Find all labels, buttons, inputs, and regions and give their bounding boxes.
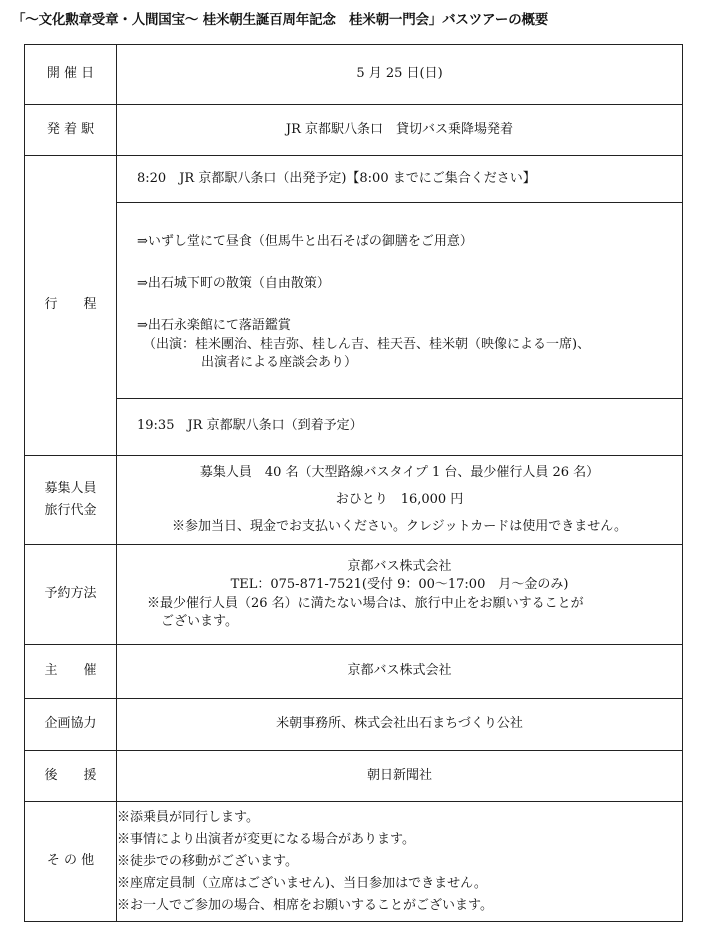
reserve-note-cont: ございます。 xyxy=(161,613,238,629)
value-other xyxy=(117,802,683,922)
row-other xyxy=(25,802,683,922)
label-station: 発 着 駅 xyxy=(25,105,117,156)
value-support: 朝日新聞社 xyxy=(117,751,683,802)
schedule-item-rakugo: ⇒出石永楽館にて落語鑑賞 xyxy=(137,318,291,334)
schedule-item-rakugo-talk: 出演者による座談会あり） xyxy=(201,354,358,370)
schedule-depart xyxy=(117,156,682,203)
schedule-items xyxy=(117,203,682,399)
recruit-capacity: 募集人員 40 名（大型路線バスタイプ 1 台、最少催行人員 26 名） xyxy=(199,464,600,480)
tour-overview-table xyxy=(24,44,683,922)
row-recruit xyxy=(25,456,683,545)
row-reserve xyxy=(25,545,683,645)
label-support: 後 援 xyxy=(25,751,117,802)
schedule-item-lunch: ⇒いずし堂にて昼食（但馬牛と出石そばの御膳をご用意） xyxy=(137,234,473,249)
row-schedule xyxy=(25,156,683,456)
document-title: 「〜文化勲章受章・人間国宝〜 桂米朝生誕百周年記念 桂米朝一門会」バスツアーの概要 xyxy=(12,12,549,28)
row-station xyxy=(25,105,683,156)
row-cooperation xyxy=(25,699,683,751)
value-host: 京都バス株式会社 xyxy=(117,645,683,699)
label-recruit-count: 募集人員 xyxy=(44,480,97,496)
value-reserve xyxy=(117,545,683,645)
schedule-arrive xyxy=(117,399,682,454)
recruit-payment-note: ※参加当日、現金でお支払いください。クレジットカードは使用できません。 xyxy=(171,519,628,535)
reserve-note: ※最少催行人員（26 名）に満たない場合は、旅行中止をお願いすることが xyxy=(147,595,584,611)
other-note: ※事情により出演者が変更になる場合があります。 xyxy=(117,831,415,847)
value-recruit xyxy=(117,456,683,545)
row-host xyxy=(25,645,683,699)
label-host: 主 催 xyxy=(25,645,117,699)
schedule-depart-text: 8:20 JR 京都駅八条口（出発予定)【8:00 までにご集合ください】 xyxy=(137,170,536,186)
other-note: ※座席定員制（立席はございません)、当日参加はできません。 xyxy=(117,875,487,891)
other-note: ※お一人でご参加の場合、相席をお願いすることがございます。 xyxy=(117,897,493,913)
other-note: ※徒歩での移動がございます。 xyxy=(117,853,298,869)
reserve-company: 京都バス株式会社 xyxy=(347,559,452,575)
label-recruit-price: 旅行代金 xyxy=(44,503,97,518)
schedule-arrive-text: 19:35 JR 京都駅八条口（到着予定） xyxy=(137,418,363,434)
label-schedule: 行 程 xyxy=(25,156,117,456)
schedule-item-walk: ⇒出石城下町の散策（自由散策） xyxy=(137,276,330,292)
label-cooperation: 企画協力 xyxy=(25,699,117,751)
label-other: そ の 他 xyxy=(25,802,117,922)
reserve-tel: TEL：075-871-7521(受付 9：00〜17:00 月〜金のみ) xyxy=(230,577,569,593)
label-date: 開 催 日 xyxy=(25,45,117,105)
recruit-price: おひとり 16,000 円 xyxy=(335,491,464,507)
value-station: JR 京都駅八条口 貸切バス乗降場発着 xyxy=(117,105,683,156)
value-date: 5 月 25 日(日) xyxy=(117,45,683,105)
value-schedule xyxy=(117,156,683,456)
row-support xyxy=(25,751,683,802)
other-note: ※添乗員が同行します。 xyxy=(117,809,259,825)
row-date xyxy=(25,45,683,105)
label-recruit xyxy=(25,456,117,545)
label-reserve: 予約方法 xyxy=(25,545,117,645)
schedule-item-rakugo-cast: （出演：桂米團治、桂吉弥、桂しん吉、桂天吾、桂米朝（映像による一席)、 xyxy=(143,336,591,352)
value-cooperation: 米朝事務所、株式会社出石まちづくり公社 xyxy=(117,699,683,751)
